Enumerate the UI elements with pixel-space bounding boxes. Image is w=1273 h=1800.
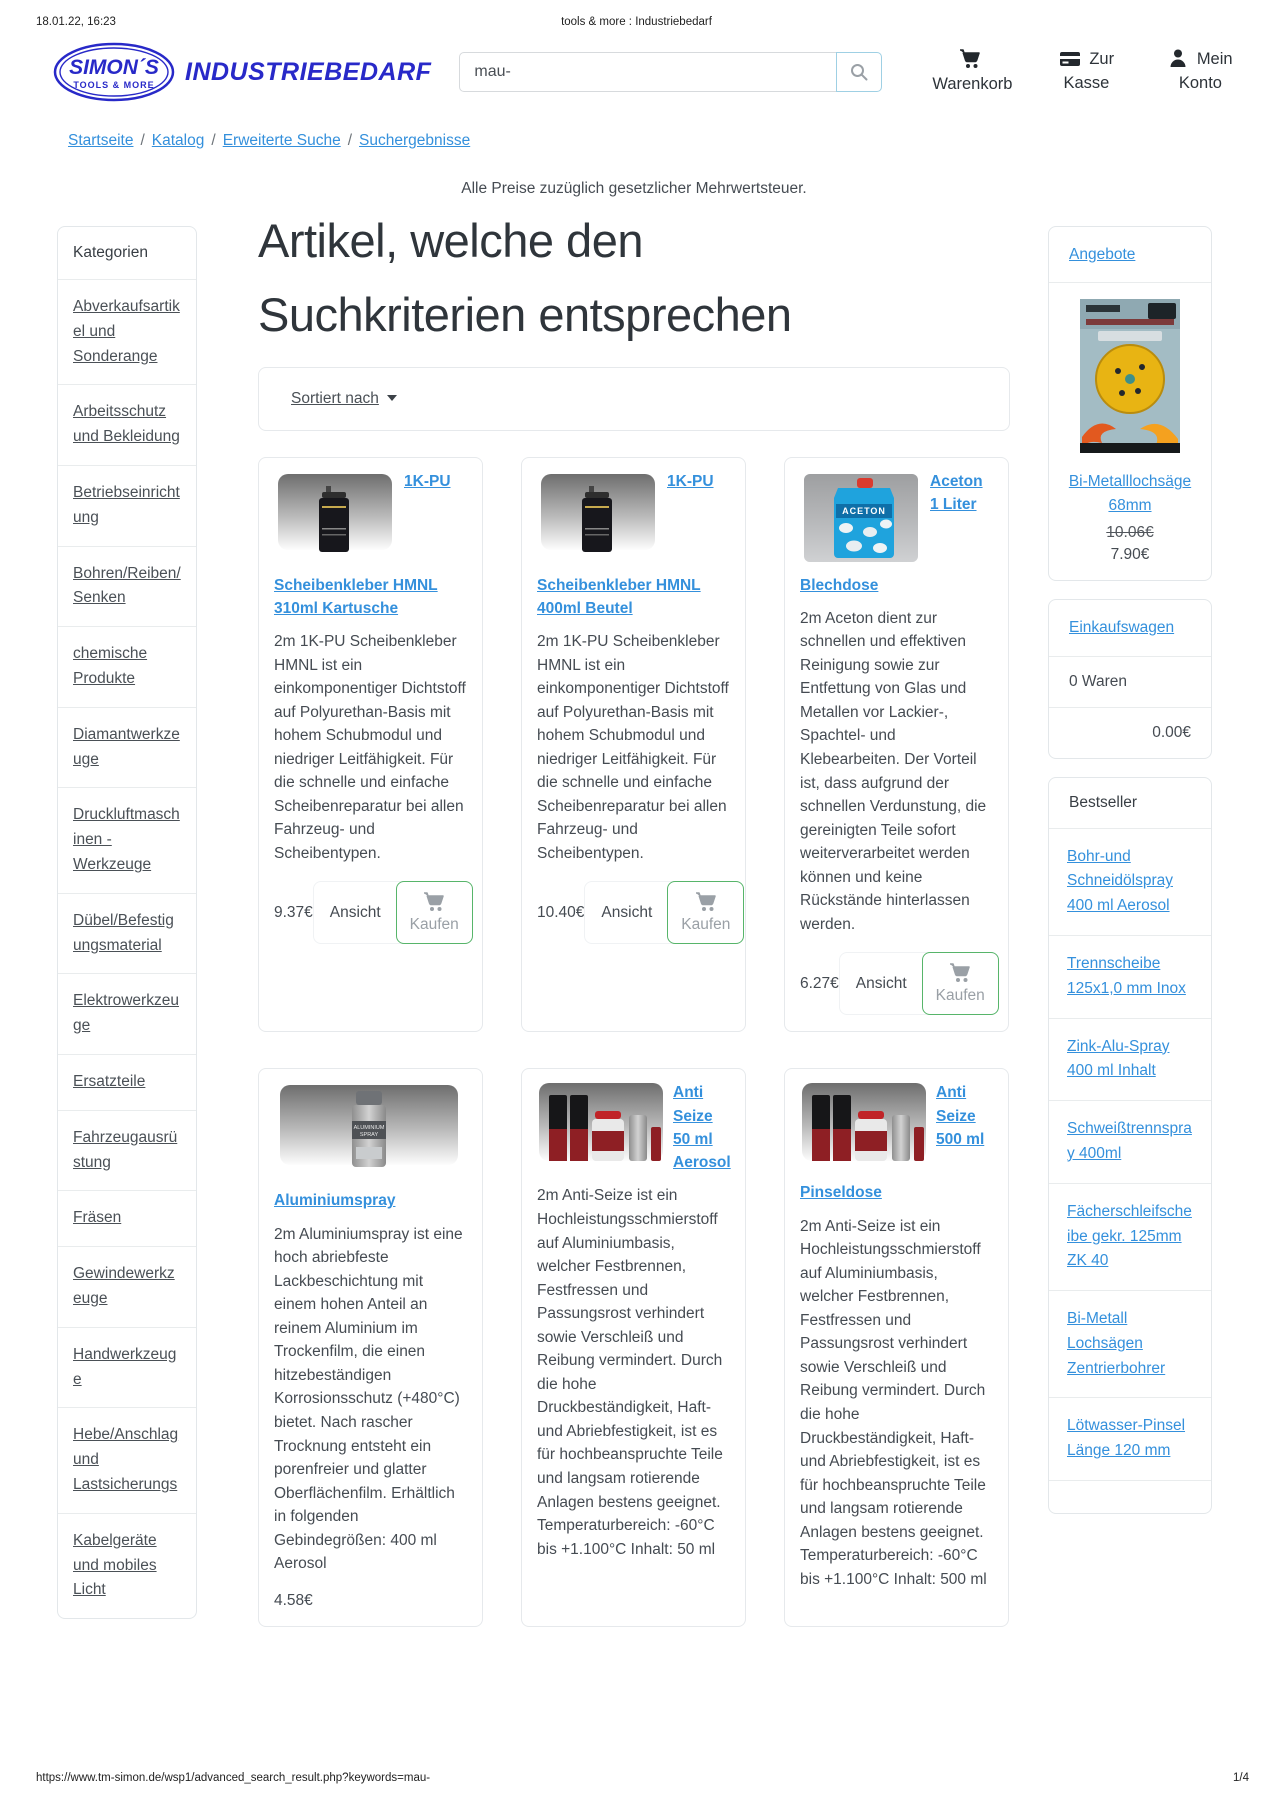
breadcrumb-separator: / bbox=[140, 132, 145, 149]
svg-text:SIMON´S: SIMON´S bbox=[69, 56, 159, 79]
bestseller-item[interactable] bbox=[1049, 1183, 1211, 1290]
nav-zur-kasse[interactable] bbox=[1042, 48, 1130, 97]
category-link[interactable]: Arbeitsschutz und Bekleidung bbox=[73, 403, 180, 446]
product-price: 4.58€ bbox=[274, 1591, 313, 1609]
tax-notice: Alle Preise zuzüglich gesetzlicher Mehrwertsteuer. bbox=[461, 180, 807, 197]
category-link[interactable]: Gewindewerkzeuge bbox=[73, 1265, 175, 1307]
bestseller-box bbox=[1048, 777, 1212, 1515]
kaufen-button[interactable] bbox=[922, 952, 999, 1015]
category-link[interactable]: Dübel/Befestigungsmaterial bbox=[73, 911, 174, 954]
bestseller-item[interactable] bbox=[1049, 1290, 1211, 1397]
kaufen-label: Kaufen bbox=[935, 987, 985, 1005]
bestseller-item[interactable] bbox=[1049, 1018, 1211, 1101]
right-sidebar bbox=[1048, 226, 1212, 1532]
sidebar-item-fraesen[interactable] bbox=[58, 1190, 196, 1246]
print-page-number: 1/4 bbox=[1229, 1770, 1249, 1784]
sort-box bbox=[258, 367, 1010, 431]
product-tag-link[interactable]: Anti Seize 500 ml bbox=[936, 1084, 985, 1148]
product-card-aluminiumspray bbox=[258, 1068, 483, 1626]
sidebar-item-chemische-produkte[interactable] bbox=[58, 626, 196, 707]
nav-mein-konto[interactable] bbox=[1156, 48, 1244, 97]
svg-text:TOOLS & MORE: TOOLS & MORE bbox=[73, 80, 155, 90]
bestseller-link[interactable]: Bi-Metall Lochsägen Zentrierbohrer bbox=[1067, 1310, 1166, 1377]
product-description: 2m Anti-Seize ist ein Hochleistungsschmierstoff auf Aluminiumbasis, welcher Festbrennen, Festfressen und Passungsrost verhindert sowie Verschleiß und Reibung vermindert. Durch die hohe Druckbeständigkeit, Haft- und Abriebfestigkeit, ist es für hochbeanspruchte Teile und langsam rotierende Anlagen bestens geeignet. Temperaturbereich: -60°C bis +1.100°C Inhalt: 500 ml bbox=[800, 1217, 987, 1588]
product-card-scheibenkleber-310ml bbox=[258, 457, 483, 1033]
product-price: 10.40€ bbox=[537, 903, 585, 921]
product-description: 2m Aceton dient zur schnellen und effektiven Reinigung sowie zur Entfettung von Glas und Metallen vor Lackier-, Spachtel- und Klebearbeiten. Der Vorteil ist, dass aufgrund der schnellen Verdunstung, die gereinigten Teile sofort weiterverarbeitet werden können und keine Rückstände hinterlassen werden. bbox=[800, 609, 987, 933]
bestseller-item[interactable] bbox=[1049, 935, 1211, 1018]
offer-product-image-lochsaege[interactable] bbox=[1078, 297, 1182, 455]
product-tag-link[interactable]: 1K-PU bbox=[404, 472, 451, 490]
product-description: 2m Aluminiumspray ist eine hoch abriebfeste Lackbeschichtung mit einem hohen Anteil an reinem Aluminium im Trockenfilm, die einen hitzebeständigen Korrosionsschutz (+480°C) bietet. Nach rascher Trocknung entsteht ein porenfreier und glatter Oberflächenfilm. Erhältlich in folgenden Gebindegrößen: 400 ml Aerosol bbox=[274, 1225, 463, 1573]
einkaufswagen-link[interactable]: Einkaufswagen bbox=[1069, 619, 1175, 637]
shopping-cart-icon bbox=[423, 891, 445, 912]
credit-card-icon bbox=[1059, 50, 1081, 68]
ansicht-button[interactable]: Ansicht bbox=[314, 882, 397, 943]
category-link[interactable]: Hebe/Anschlag und Lastsicherungs bbox=[73, 1426, 179, 1493]
kaufen-label: Kaufen bbox=[409, 916, 459, 934]
bestseller-link[interactable]: Zink-Alu-Spray 400 ml Inhalt bbox=[1067, 1037, 1170, 1080]
print-timestamp: 18.01.22, 16:23 bbox=[36, 16, 116, 28]
breadcrumb bbox=[0, 108, 1273, 150]
angebote-link[interactable]: Angebote bbox=[1069, 246, 1136, 263]
product-title-link[interactable]: Aluminiumspray bbox=[274, 1192, 396, 1210]
product-grid bbox=[258, 457, 1010, 1627]
sidebar-item-fahrzeugausruestung[interactable] bbox=[58, 1110, 196, 1191]
nav-mein-konto-label: Mein Konto bbox=[1178, 49, 1233, 92]
content-layout bbox=[0, 204, 1273, 1627]
category-link[interactable]: Bohren/Reiben/Senken bbox=[73, 564, 181, 607]
shop-logo[interactable] bbox=[52, 40, 431, 104]
shopping-cart-icon bbox=[695, 891, 717, 912]
page-title: Artikel, welche den Suchkriterien entsprechen bbox=[258, 214, 792, 342]
product-card-anti-seize-500ml bbox=[784, 1068, 1009, 1626]
kaufen-button[interactable] bbox=[396, 881, 473, 944]
sidebar-item-ersatzteile[interactable] bbox=[58, 1054, 196, 1110]
sidebar-item-diamantwerkzeuge[interactable] bbox=[58, 707, 196, 788]
print-meta-row bbox=[0, 0, 1273, 30]
shopping-cart-icon bbox=[949, 962, 971, 983]
sidebar-item-arbeitsschutz[interactable] bbox=[58, 384, 196, 465]
offer-price: 7.90€ bbox=[1110, 546, 1150, 564]
bestseller-item-partial[interactable] bbox=[1049, 1480, 1211, 1513]
product-title-link[interactable]: Pinseldose bbox=[800, 1184, 882, 1202]
product-image-anti-seize-pinseldose[interactable] bbox=[800, 1081, 928, 1173]
category-link[interactable]: Handwerkzeuge bbox=[73, 1345, 177, 1388]
breadcrumb-startseite[interactable]: Startseite bbox=[68, 132, 134, 149]
category-link[interactable]: Diamantwerkzeuge bbox=[73, 725, 180, 768]
product-price: 9.37€ bbox=[274, 903, 313, 921]
product-tag-link[interactable]: Anti Seize 50 ml Aerosol bbox=[673, 1084, 731, 1172]
sidebar-item-handwerkzeuge[interactable] bbox=[58, 1327, 196, 1408]
categories-sidebar bbox=[57, 226, 197, 1619]
breadcrumb-erweiterte-suche[interactable]: Erweiterte Suche bbox=[222, 132, 341, 149]
category-link[interactable]: chemische Produkte bbox=[73, 645, 148, 687]
document-title: tools & more : Industriebedarf bbox=[561, 16, 712, 28]
bestseller-link[interactable]: Bohr-und Schneidölspray 400 ml Aerosol bbox=[1067, 847, 1173, 915]
breadcrumb-katalog[interactable]: Katalog bbox=[151, 132, 205, 149]
shopping-cart-icon bbox=[959, 48, 981, 69]
product-title-link[interactable]: Scheibenkleber HMNL 400ml Beutel bbox=[537, 576, 701, 617]
svg-text:ALUMINIUM: ALUMINIUM bbox=[353, 1125, 385, 1132]
category-link[interactable]: Druckluftmaschinen - Werkzeuge bbox=[73, 806, 180, 873]
kaufen-label: Kaufen bbox=[681, 916, 731, 934]
category-link[interactable]: Abverkaufsartikel und Sonderange bbox=[73, 298, 180, 365]
offer-old-price: 10.06€ bbox=[1106, 524, 1154, 542]
sidebar-item-betriebseinrichtung[interactable] bbox=[58, 465, 196, 546]
ansicht-button[interactable]: Ansicht bbox=[840, 953, 923, 1014]
logo-oval-icon bbox=[52, 40, 177, 104]
search-bar bbox=[459, 52, 882, 92]
sidebar-item-bohren[interactable] bbox=[58, 546, 196, 627]
angebote-box bbox=[1048, 226, 1212, 581]
bestseller-item[interactable] bbox=[1049, 1100, 1211, 1183]
category-link[interactable]: Betriebseinrichtung bbox=[73, 483, 180, 526]
bestseller-item[interactable] bbox=[1049, 828, 1211, 935]
cart-total: 0.00€ bbox=[1049, 707, 1211, 758]
bestseller-title: Bestseller bbox=[1069, 793, 1138, 811]
magnifier-icon bbox=[849, 62, 869, 82]
sidebar-item-druckluftmaschinen[interactable] bbox=[58, 787, 196, 892]
bestseller-link[interactable]: Schweißtrennspray 400ml bbox=[1067, 1120, 1192, 1162]
product-image-anti-seize-aerosol[interactable] bbox=[537, 1081, 665, 1173]
product-description: 2m 1K-PU Scheibenkleber HMNL ist ein einkomponentiger Dichtstoff auf Polyurethan-Basis mit hohem Schubmodul und niedriger Leitfähigkeit. Für die schnelle und einfache Scheibenreparatur bei allen Fahrzeug- und Scheibentypen. bbox=[274, 633, 466, 862]
header-nav bbox=[928, 48, 1244, 97]
sidebar-item-gewindewerkzeuge[interactable] bbox=[58, 1246, 196, 1327]
print-footer-url: https://www.tm-simon.de/wsp1/advanced_search_result.php?keywords=mau- bbox=[36, 1770, 434, 1784]
product-image-scheibenkleber-kartusche[interactable] bbox=[274, 470, 396, 566]
nav-warenkorb-label: Warenkorb bbox=[932, 74, 1013, 93]
category-link[interactable]: Fräsen bbox=[73, 1209, 122, 1227]
product-description: 2m 1K-PU Scheibenkleber HMNL ist ein einkomponentiger Dichtstoff auf Polyurethan-Basis mit hohem Schubmodul und niedriger Leitfähigkeit. Für die schnelle und einfache Scheibenreparatur bei allen Fahrzeug- und Scheibentypen. bbox=[537, 633, 729, 862]
breadcrumb-suchergebnisse[interactable]: Suchergebnisse bbox=[359, 132, 471, 149]
breadcrumb-separator: / bbox=[211, 132, 216, 149]
product-tag-link[interactable]: 1K-PU bbox=[667, 472, 714, 490]
sidebar-item-elektrowerkzeuge[interactable] bbox=[58, 973, 196, 1054]
category-link[interactable]: Fahrzeugausrüstung bbox=[73, 1128, 178, 1171]
product-card-anti-seize-50ml bbox=[521, 1068, 746, 1626]
product-title-link[interactable]: Scheibenkleber HMNL 310ml Kartusche bbox=[274, 576, 438, 617]
cart-item-count: 0 Waren bbox=[1049, 656, 1211, 707]
bestseller-link[interactable]: Trennscheibe 125x1,0 mm Inox bbox=[1067, 954, 1186, 997]
product-image-aluminiumspray[interactable] bbox=[274, 1081, 464, 1181]
search-button[interactable] bbox=[836, 52, 882, 92]
product-title-link[interactable]: Blechdose bbox=[800, 576, 879, 594]
kaufen-button[interactable] bbox=[667, 881, 744, 944]
nav-warenkorb[interactable] bbox=[928, 48, 1016, 97]
site-header bbox=[0, 30, 1273, 108]
product-card-aceton-blechdose bbox=[784, 457, 1009, 1033]
nav-zur-kasse-label: Zur Kasse bbox=[1063, 49, 1115, 92]
search-results-main bbox=[258, 204, 1010, 1627]
category-link[interactable]: Elektrowerkzeuge bbox=[73, 992, 179, 1035]
categories-title: Kategorien bbox=[73, 244, 148, 261]
person-icon bbox=[1168, 48, 1188, 68]
offer-product-link[interactable]: Bi-Metalllochsäge 68mm bbox=[1068, 473, 1192, 515]
product-image-scheibenkleber-beutel[interactable] bbox=[537, 470, 659, 566]
bestseller-link[interactable]: Lötwasser-Pinsel Länge 120 mm bbox=[1067, 1417, 1186, 1460]
category-link[interactable]: Ersatzteile bbox=[73, 1072, 146, 1090]
product-image-aceton-dose[interactable] bbox=[800, 470, 922, 566]
breadcrumb-separator: / bbox=[347, 132, 353, 149]
product-card-scheibenkleber-400ml bbox=[521, 457, 746, 1033]
sort-dropdown[interactable]: Sortiert nach bbox=[291, 389, 379, 407]
einkaufswagen-box bbox=[1048, 599, 1212, 758]
sidebar-item-duebel[interactable] bbox=[58, 893, 196, 974]
logo-brand-text: INDUSTRIEBEDARF bbox=[185, 57, 432, 86]
category-link[interactable]: Kabelgeräte und mobiles Licht bbox=[73, 1531, 157, 1599]
product-description: 2m Anti-Seize ist ein Hochleistungsschmierstoff auf Aluminiumbasis, welcher Festbrennen, Festfressen und Passungsrost verhindert sowie Verschleiß und Reibung vermindert. Durch die hohe Druckbeständigkeit, Haft- und Abriebfestigkeit, ist es für hochbeanspruchte Teile und langsam rotierende Anlagen bestens geeignet. Temperaturbereich: -60°C bis +1.100°C Inhalt: 50 ml bbox=[537, 1187, 723, 1558]
ansicht-button[interactable]: Ansicht bbox=[585, 882, 668, 943]
product-price: 6.27€ bbox=[800, 974, 839, 992]
sidebar-item-kabelgeraete[interactable] bbox=[58, 1513, 196, 1618]
sidebar-item-abverkaufsartikel[interactable] bbox=[58, 279, 196, 384]
search-input[interactable] bbox=[459, 52, 837, 92]
sidebar-item-hebe-anschlag[interactable] bbox=[58, 1407, 196, 1512]
svg-text:SPRAY: SPRAY bbox=[359, 1132, 379, 1139]
bestseller-link[interactable]: Fächerschleifscheibe gekr. 125mm ZK 40 bbox=[1067, 1202, 1192, 1270]
svg-text:ACETON: ACETON bbox=[842, 505, 886, 516]
bestseller-item[interactable] bbox=[1049, 1397, 1211, 1480]
product-tag-link[interactable]: Aceton 1 Liter bbox=[930, 472, 983, 513]
chevron-down-icon bbox=[387, 395, 397, 401]
